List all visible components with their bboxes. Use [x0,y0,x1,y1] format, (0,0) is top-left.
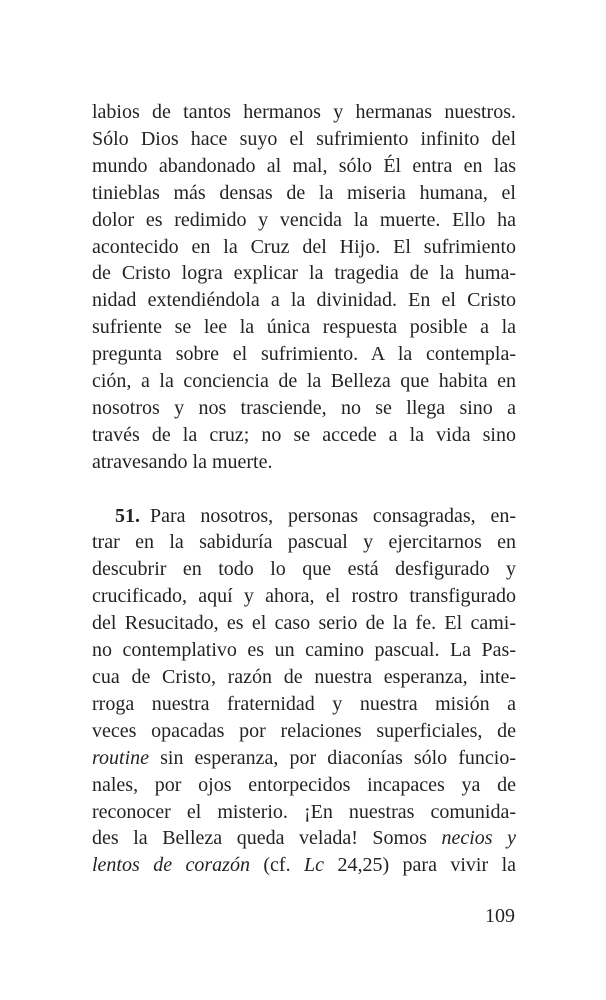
page-number: 109 [485,905,515,927]
text-run: des la Belleza queda velada! Somos [92,827,442,850]
text-line [92,799,516,826]
text-run: cua de Cristo, razón de nuestra esperanza, inte- [92,666,516,689]
text-run: labios de tantos hermanos y hermanas nuestros. [92,101,516,123]
text-line [92,583,516,610]
paragraph-51 [92,503,516,880]
text-line [92,153,516,180]
text-line [92,260,516,287]
text-run: necios y [441,827,516,850]
text-run: dolor es redimido y vencida la muerte. Ello ha [92,208,516,231]
text-line [92,341,516,368]
text-line [92,852,516,879]
text-line [92,126,516,153]
text-run: 24,25) para vivir la [324,854,517,877]
text-line [92,368,516,395]
text-run: reconocer el misterio. ¡En nuestras comunida- [92,800,516,823]
text-line [92,610,516,637]
text-run: acontecido en la Cruz del Hijo. El sufrimiento [92,235,516,258]
text-line [92,556,516,583]
text-line [92,422,516,449]
text-run: Lc [304,854,325,877]
paragraph-continuation [92,99,516,476]
text-run: nidad extendiéndola a la divinidad. En el Cristo [92,289,516,312]
text-line [92,718,516,745]
text-line [92,207,516,234]
text-line [92,529,516,556]
text-run: pregunta sobre el sufrimiento. A la contempla- [92,343,516,366]
text-run: sufriente se lee la única respuesta posible a la [92,316,516,339]
text-run: sin esperanza, por diaconías sólo funcio- [149,746,516,769]
text-line [92,664,516,691]
text-run: de Cristo logra explicar la tragedia de la huma- [92,262,516,285]
text-line [92,637,516,664]
text-run: Para nosotros, personas consagradas, en- [140,504,516,527]
text-run: del Resucitado, es el caso serio de la fe. El cami- [92,612,516,635]
text-run: (cf. [249,854,305,877]
text-run: nales, por ojos entorpecidos incapaces ya de [92,773,516,796]
text-line [92,234,516,261]
text-line [92,314,516,341]
text-run: veces opacadas por relaciones superficiales, de [92,719,516,742]
text-line [92,395,516,422]
text-run: 51. [115,504,140,527]
text-line [92,772,516,799]
text-run: través de la cruz; no se accede a la vida sino [92,423,516,446]
text-line [92,691,516,718]
text-run: routine [92,746,150,769]
text-run: mundo abandonado al mal, sólo Él entra en las [92,154,516,177]
text-run: Sólo Dios hace suyo el sufrimiento infinito del [92,127,516,150]
text-run: ción, a la conciencia de la Belleza que habita en [92,370,516,393]
text-run: descubrir en todo lo que está desfigurado y [92,558,516,581]
text-run: trar en la sabiduría pascual y ejercitarnos en [92,531,516,554]
text-run: lentos de corazón [92,854,250,877]
text-run: tinieblas más densas de la miseria humana, el [92,181,516,204]
text-run: rroga nuestra fraternidad y nuestra misión a [92,692,516,715]
text-run: atravesando la muerte. [92,450,273,473]
text-line [92,180,516,207]
text-run: crucificado, aquí y ahora, el rostro transfigurado [92,585,516,608]
text-line [92,825,516,852]
text-block [92,99,516,879]
text-line [92,745,516,772]
text-run: nosotros y nos trasciende, no se llega sino a [92,396,516,419]
text-line [92,503,516,530]
text-line [92,99,516,126]
text-line [92,287,516,314]
text-line [92,449,516,476]
text-run: no contemplativo es un camino pascual. La Pas- [92,639,516,662]
